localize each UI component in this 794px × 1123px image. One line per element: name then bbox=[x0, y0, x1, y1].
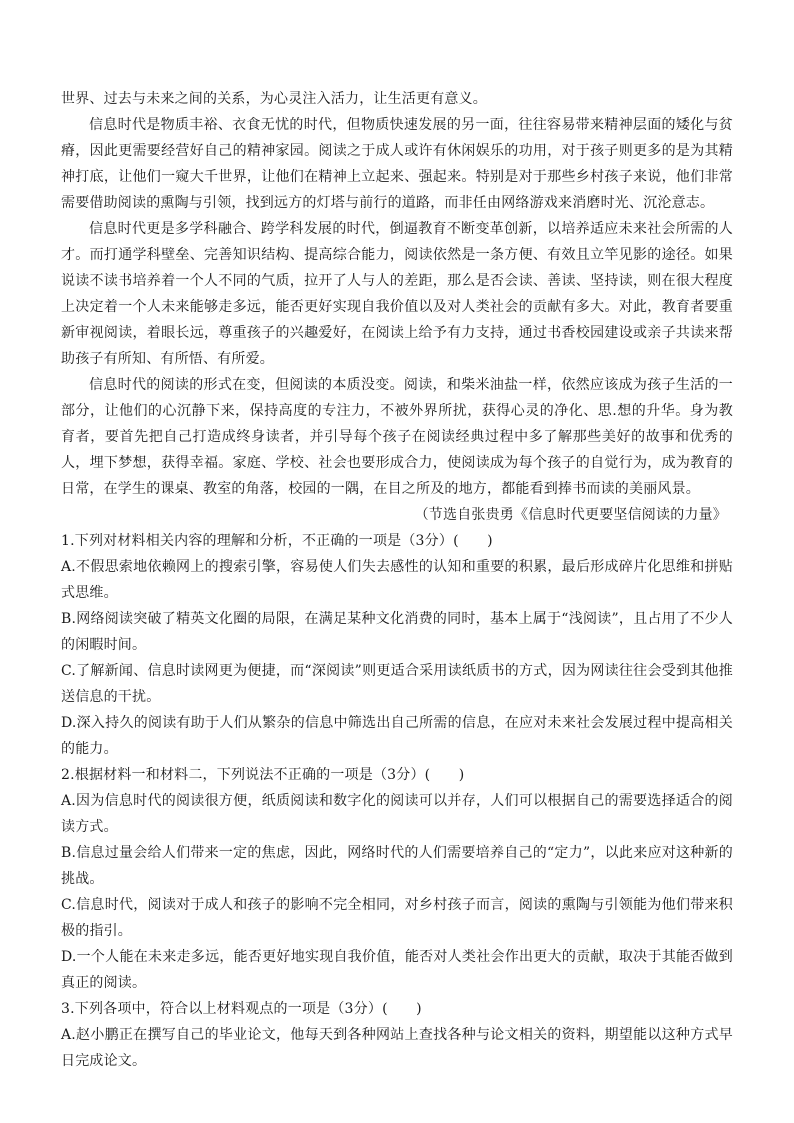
question-option: D.一个人能在未来走多远，能否更好地实现自我价值，能否对人类社会作出更大的贡献，取决于其能否做到真正的阅读。 bbox=[61, 949, 733, 991]
exam-page bbox=[61, 86, 733, 1074]
question-2 bbox=[61, 762, 733, 996]
question-3 bbox=[61, 996, 733, 1074]
passage-paragraph: 信息时代是物质丰裕、衣食无忧的时代，但物质快速发展的另一面，往往容易带来精神层面的矮化与贫瘠，因此更需要经营好自己的精神家园。阅读之于成人或许有休闲娱乐的功用，对于孩子则更多的是为其精神打底，让他们一窥大千世界，让他们在精神上立起来、强起来。特别是对于那些乡村孩子来说，他们非常需要借助阅读的熏陶与引领，找到远方的灯塔与前行的道路，而非任由网络游戏来消磨时光、沉沦意志。 bbox=[61, 117, 733, 211]
question-stem: 1.下列对材料相关内容的理解和分析，不正确的一项是（3分）( ) bbox=[61, 533, 493, 549]
question-option: B.信息过量会给人们带来一定的焦虑，因此，网络时代的人们需要培养自己的“定力”，以此来应对这种新的挑战。 bbox=[61, 845, 733, 887]
question-option: A.赵小鹏正在撰写自己的毕业论文，他每天到各种网站上查找各种与论文相关的资料，期望能以这种方式早日完成论文。 bbox=[61, 1027, 733, 1069]
question-stem: 3.下列各项中，符合以上材料观点的一项是（3分）( ) bbox=[61, 1001, 422, 1017]
question-option: C.信息时代，阅读对于成人和孩子的影响不完全相同，对乡村孩子而言，阅读的熏陶与引领能为他们带来积极的指引。 bbox=[61, 897, 733, 939]
question-option: A.不假思索地依赖网上的搜索引擎，容易使人们失去感性的认知和重要的积累，最后形成碎片化思维和拼贴式思维。 bbox=[61, 559, 733, 601]
question-option: C.了解新闻、信息时读网更为便捷，而“深阅读”则更适合采用读纸质书的方式，因为网读往往会受到其他推送信息的干扰。 bbox=[61, 663, 733, 705]
passage-paragraph: 信息时代的阅读的形式在变，但阅读的本质没变。阅读，和柴米油盐一样，依然应该成为孩子生活的一部分，让他们的心沉静下来，保持高度的专注力，不被外界所扰，获得心灵的净化、思.想的升华。身为教育者，要首先把自己打造成终身读者，并引导每个孩子在阅读经典过程中多了解那些美好的故事和优秀的人，埋下梦想，获得幸福。家庭、学校、社会也要形成合力，使阅读成为每个孩子的自觉行为，成为教育的日常，在学生的课桌、教室的角落，校园的一隅，在目之所及的地方，都能看到捧书而读的美丽风景。 bbox=[61, 377, 733, 497]
question-option: B.网络阅读突破了精英文化圈的局限，在满足某种文化消费的同时，基本上属于“浅阅读”，且占用了不少人的闲暇时间。 bbox=[61, 611, 733, 653]
passage-paragraph: 信息时代更是多学科融合、跨学科发展的时代，倒逼教育不断变革创新，以培养适应未来社会所需的人才。而打通学科壁垒、完善知识结构、提高综合能力，阅读依然是一条方便、有效且立竿见影的途径。如果说读不读书培养着一个人不同的气质，拉开了人与人的差距，那么是否会读、善读、坚持读，则在很大程度上决定着一个人未来能够走多远，能否更好实现自我价值以及对人类社会的贡献有多大。对此，教育者要重新审视阅读，着眼长远，尊重孩子的兴趣爱好，在阅读上给予有力支持，通过书香校园建设或亲子共读来帮助孩子有所知、有所悟、有所爱。 bbox=[61, 221, 733, 367]
question-1 bbox=[61, 528, 733, 762]
question-option: D.深入持久的阅读有助于人们从繁杂的信息中筛选出自己所需的信息，在应对未来社会发展过程中提高相关的能力。 bbox=[61, 715, 733, 757]
question-stem: 2.根据材料一和材料二，下列说法不正确的一项是（3分）( ) bbox=[61, 767, 465, 783]
passage-paragraph-continued: 世界、过去与未来之间的关系，为心灵注入活力，让生活更有意义。 bbox=[61, 91, 487, 107]
question-option: A.因为信息时代的阅读很方便，纸质阅读和数字化的阅读可以并存，人们可以根据自己的需要选择适合的阅读方式。 bbox=[61, 793, 733, 835]
passage-source: （节选自张贵勇《信息时代更要坚信阅读的力量》 bbox=[414, 507, 727, 523]
